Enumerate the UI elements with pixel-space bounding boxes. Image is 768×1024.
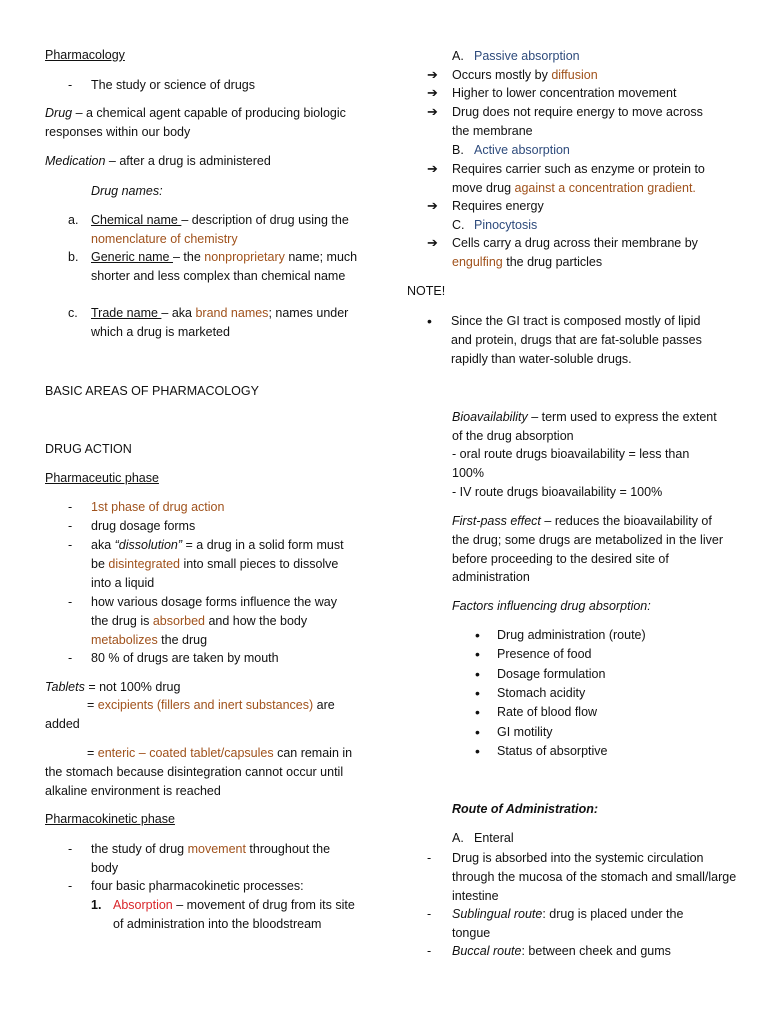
arrow-right-icon: ➔	[427, 104, 438, 119]
excipients-line: = excipients (fillers and inert substances) are added	[45, 698, 335, 731]
enteral-item-1: Drug is absorbed into the systemic circulation through the mucosa of the stomach and small/large intestine	[452, 851, 737, 903]
list-marker: A.	[452, 49, 464, 63]
factors-title: Factors influencing drug absorption:	[452, 599, 651, 613]
dash-marker: -	[68, 879, 73, 893]
pinocytosis-item-1: Cells carry a drug across their membrane by engulfing the drug particles	[452, 236, 698, 269]
bioavailability-iv: - IV route drugs bioavailability = 100%	[452, 485, 663, 499]
active-item-1: Requires carrier such as enzyme or protein to move drug against a concentration gradient.	[452, 162, 705, 195]
note-text: Since the GI tract is composed mostly of lipid and protein, drugs that are fat-soluble passes rapidly than water-soluble drugs.	[451, 314, 702, 366]
heading-passive-absorption: Passive absorption	[474, 49, 580, 63]
bioavailability-oral: - oral route drugs bioavailability = less than 100%	[452, 447, 690, 480]
bullet-icon: •	[475, 723, 480, 740]
bullet-icon: •	[427, 313, 432, 329]
pharmaceutic-item-5: 80 % of drugs are taken by mouth	[91, 651, 279, 665]
note-label: NOTE!	[407, 284, 446, 298]
list-item-trade-name: Trade name – aka brand names; names under which a drug is marketed	[91, 306, 349, 339]
factor-item: Rate of blood flow	[497, 705, 598, 720]
heading-pinocytosis: Pinocytosis	[474, 218, 538, 232]
bullet-icon: •	[475, 665, 480, 682]
heading-basic-areas: BASIC AREAS OF PHARMACOLOGY	[45, 384, 259, 398]
list-item-chemical-name: Chemical name – description of drug using the nomenclature of chemistry	[91, 213, 349, 246]
pharmaceutic-item-2: drug dosage forms	[91, 519, 196, 533]
factor-item: Presence of food	[497, 647, 592, 662]
arrow-right-icon: ➔	[427, 235, 438, 250]
dash-marker: -	[68, 78, 73, 92]
passive-item-3: Drug does not require energy to move across the membrane	[452, 105, 703, 138]
factor-item: Dosage formulation	[497, 666, 606, 681]
enteral-item-sublingual: Sublingual route: drug is placed under the tongue	[452, 907, 684, 940]
medication-definition: Medication – after a drug is administered	[45, 154, 271, 168]
list-item-generic-name: Generic name – the nonproprietary name; much shorter and less complex than chemical name	[91, 250, 358, 283]
route-title: Route of Administration:	[452, 802, 599, 816]
list-marker: A.	[452, 831, 464, 845]
heading-enteral: Enteral	[474, 831, 514, 845]
dash-marker: -	[427, 944, 432, 958]
list-marker: c.	[68, 306, 78, 320]
dash-marker: -	[427, 907, 432, 921]
drug-names-label: Drug names:	[91, 184, 163, 198]
factor-item: Drug administration (route)	[497, 628, 646, 642]
arrow-right-icon: ➔	[427, 198, 438, 213]
pharmaceutic-item-4: how various dosage forms influence the way the drug is absorbed and how the body metabolizes the drug	[91, 595, 337, 647]
heading-active-absorption: Active absorption	[474, 143, 570, 157]
bullet-icon: •	[475, 742, 480, 759]
list-marker: 1.	[91, 898, 102, 912]
dash-marker: -	[68, 842, 73, 856]
pharmacokinetic-item-2: four basic pharmacokinetic processes:	[91, 879, 304, 893]
pharmaceutic-item-3: aka “dissolution” = a drug in a solid form must be disintegrated into small pieces to dissolve into a liquid	[91, 538, 344, 590]
list-marker: C.	[452, 218, 465, 232]
heading-drug-action: DRUG ACTION	[45, 442, 132, 456]
arrow-right-icon: ➔	[427, 85, 438, 100]
bullet-icon: •	[475, 646, 480, 663]
factor-item: Status of absorptive	[497, 743, 608, 758]
dash-marker: -	[427, 851, 432, 865]
pharmaceutic-item-1: 1st phase of drug action	[91, 500, 225, 514]
passive-item-2: Higher to lower concentration movement	[452, 86, 677, 100]
dash-marker: -	[68, 538, 73, 552]
tablets-line: Tablets = not 100% drug	[45, 680, 181, 694]
heading-pharmacokinetic-phase: Pharmacokinetic phase	[45, 812, 175, 826]
enteric-line: = enteric – coated tablet/capsules can remain in the stomach because disintegration cannot occur until alkaline environment is reached	[45, 746, 353, 798]
pharmacokinetic-item-1: the study of drug movement throughout the body	[91, 842, 331, 875]
bioavailability-definition: Bioavailability – term used to express the extent of the drug absorption	[452, 410, 717, 443]
list-marker: B.	[452, 143, 464, 157]
arrow-right-icon: ➔	[427, 161, 438, 176]
passive-item-1: Occurs mostly by diffusion	[452, 68, 598, 82]
factor-item: Stomach acidity	[497, 685, 586, 700]
drug-definition: Drug – a chemical agent capable of producing biologic responses within our body	[45, 106, 346, 139]
dash-marker: -	[68, 500, 73, 514]
absorption-definition: Absorption – movement of drug from its site of administration into the bloodstream	[113, 898, 355, 931]
enteral-item-buccal: Buccal route: between cheek and gums	[452, 944, 671, 958]
first-pass-definition: First-pass effect – reduces the bioavailability of the drug; some drugs are metabolized in the liver before proceeding to the desired site of administration	[452, 514, 723, 585]
arrow-right-icon: ➔	[427, 67, 438, 82]
heading-pharmacology: Pharmacology	[45, 48, 125, 62]
list-marker: b.	[68, 250, 79, 264]
list-marker: a.	[68, 213, 79, 227]
heading-pharmaceutic-phase: Pharmaceutic phase	[45, 471, 159, 485]
bullet-icon: •	[475, 704, 480, 721]
bullet-icon: •	[475, 627, 480, 643]
study-definition: The study or science of drugs	[91, 78, 255, 92]
active-item-2: Requires energy	[452, 199, 544, 213]
dash-marker: -	[68, 519, 73, 533]
bullet-icon: •	[475, 684, 480, 701]
dash-marker: -	[68, 651, 73, 665]
dash-marker: -	[68, 595, 73, 609]
factor-item: GI motility	[497, 724, 553, 739]
